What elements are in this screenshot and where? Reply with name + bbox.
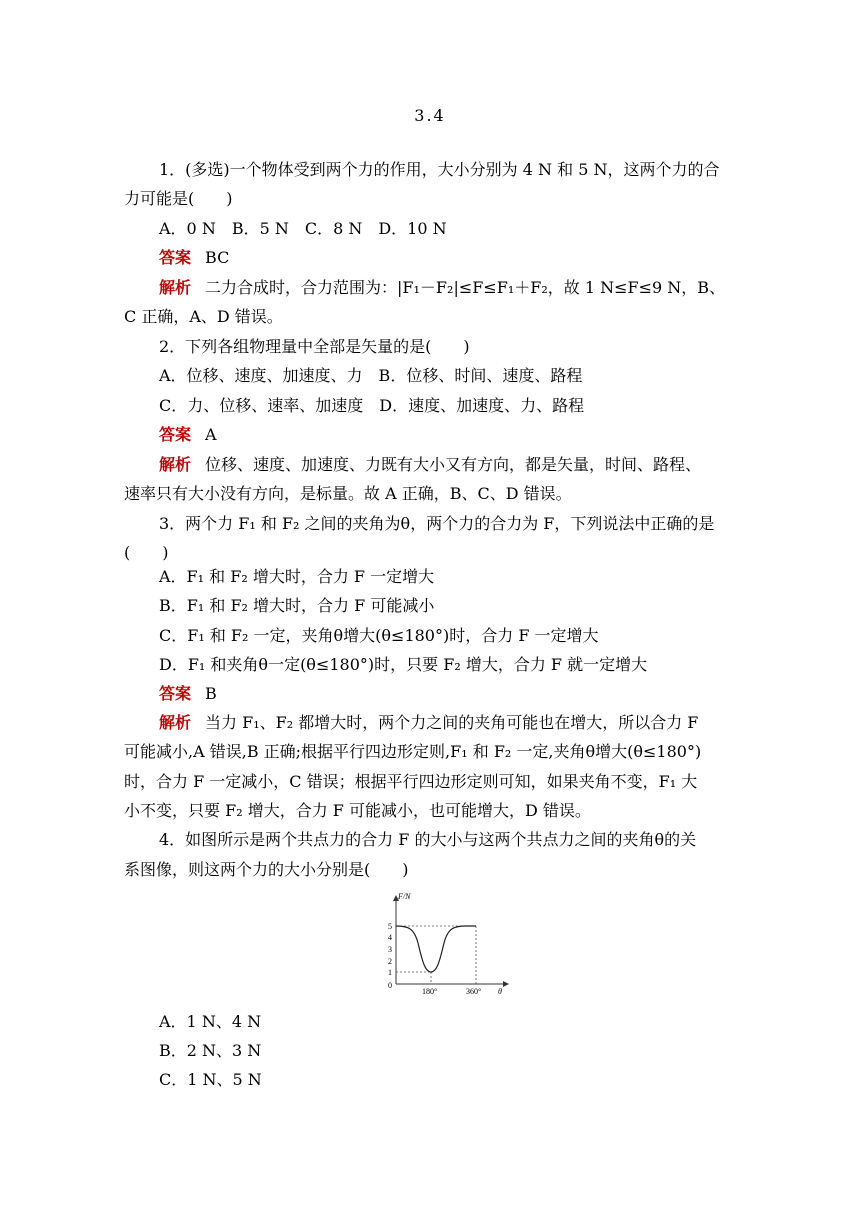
q4-option-a: A．1 N、4 N bbox=[159, 1012, 262, 1031]
section-number: 3.4 bbox=[414, 106, 446, 125]
analysis-label: 解析 bbox=[159, 455, 192, 474]
q2-answer bbox=[159, 425, 217, 445]
analysis-label: 解析 bbox=[159, 278, 192, 297]
q3-option-d: D．F₁ 和夹角θ一定(θ≤180°)时，只要 F₂ 增大，合力 F 就一定增大 bbox=[159, 655, 648, 674]
q4-option-c: C．1 N、5 N bbox=[159, 1070, 262, 1089]
q3-option-c: C．F₁ 和 F₂ 一定，夹角θ增大(θ≤180°)时，合力 F 一定增大 bbox=[159, 626, 599, 645]
q2-stem: 2．下列各组物理量中全部是矢量的是( ) bbox=[159, 337, 470, 356]
origin-label: 0 bbox=[388, 981, 392, 990]
q2-analysis-line1 bbox=[159, 455, 701, 475]
q3-analysis-line3: 时，合力 F 一定减小，C 错误；根据平行四边形定则可知，如果夹角不变，F₁ 大 bbox=[124, 772, 698, 791]
q3-analysis-text1: 当力 F₁、F₂ 都增大时，两个力之间的夹角可能也在增大，所以合力 F bbox=[205, 713, 699, 732]
xtick-180: 180° bbox=[422, 987, 438, 996]
q3-answer bbox=[159, 684, 217, 704]
answer-label: 答案 bbox=[159, 684, 192, 703]
q3-option-b: B．F₁ 和 F₂ 增大时，合力 F 可能减小 bbox=[159, 596, 435, 615]
q4-stem-line2: 系图像，则这两个力的大小分别是( ) bbox=[124, 860, 409, 879]
q2-answer-value: A bbox=[205, 425, 217, 444]
analysis-label: 解析 bbox=[159, 713, 192, 732]
resultant-curve bbox=[396, 926, 476, 972]
ytick-2: 2 bbox=[388, 957, 392, 966]
q1-analysis-text1: 二力合成时，合力范围为：|F₁－F₂|≤F≤F₁＋F₂，故 1 N≤F≤9 N，B、 bbox=[205, 278, 726, 297]
q3-stem-line2: ( ) bbox=[124, 543, 169, 562]
answer-label: 答案 bbox=[159, 425, 192, 444]
ytick-4: 4 bbox=[388, 933, 392, 942]
answer-label: 答案 bbox=[159, 248, 192, 267]
x-axis-label: θ bbox=[498, 987, 502, 996]
q2-options-row1: A．位移、速度、加速度、力 B．位移、时间、速度、路程 bbox=[159, 366, 583, 385]
q2-options-row2: C．力、位移、速率、加速度 D．速度、加速度、力、路程 bbox=[159, 396, 585, 415]
q1-stem-line1: 1．(多选)一个物体受到两个力的作用，大小分别为 4 N 和 5 N，这两个力的合 bbox=[159, 160, 720, 179]
q1-analysis-line1 bbox=[159, 278, 725, 298]
q1-answer-value: BC bbox=[205, 248, 230, 267]
q3-stem-line1: 3．两个力 F₁ 和 F₂ 之间的夹角为θ，两个力的合力为 F，下列说法中正确的是 bbox=[159, 514, 715, 533]
xtick-360: 360° bbox=[466, 987, 482, 996]
q1-analysis-line2: C 正确，A、D 错误。 bbox=[124, 307, 283, 326]
q2-analysis-text1: 位移、速度、加速度、力既有大小又有方向，都是矢量，时间、路程、 bbox=[205, 455, 702, 474]
q4-stem-line1: 4．如图所示是两个共点力的合力 F 的大小与这两个共点力之间的夹角θ的关 bbox=[159, 830, 697, 849]
q4-option-b: B．2 N、3 N bbox=[159, 1041, 262, 1060]
q3-analysis-line1 bbox=[159, 713, 698, 733]
ytick-1: 1 bbox=[388, 968, 392, 977]
y-axis-label: F/N bbox=[398, 892, 411, 901]
q1-answer bbox=[159, 248, 229, 268]
q3-option-a: A．F₁ 和 F₂ 增大时，合力 F 一定增大 bbox=[159, 567, 435, 586]
force-angle-graph bbox=[370, 888, 520, 1000]
q3-answer-value: B bbox=[205, 684, 217, 703]
q1-options: A．0 N B．5 N C．8 N D．10 N bbox=[159, 219, 447, 238]
q2-analysis-line2: 速率只有大小没有方向，是标量。故 A 正确，B、C、D 错误。 bbox=[124, 484, 572, 503]
ytick-3: 3 bbox=[388, 945, 392, 954]
q3-analysis-line2: 可能减小,A 错误,B 正确;根据平行四边形定则,F₁ 和 F₂ 一定,夹角θ增大(θ≤180°) bbox=[124, 742, 702, 761]
q3-analysis-line4: 小不变，只要 F₂ 增大，合力 F 可能减小，也可能增大，D 错误。 bbox=[124, 801, 591, 820]
ytick-5: 5 bbox=[388, 922, 392, 931]
q1-stem-line2: 力可能是( ) bbox=[124, 189, 233, 208]
